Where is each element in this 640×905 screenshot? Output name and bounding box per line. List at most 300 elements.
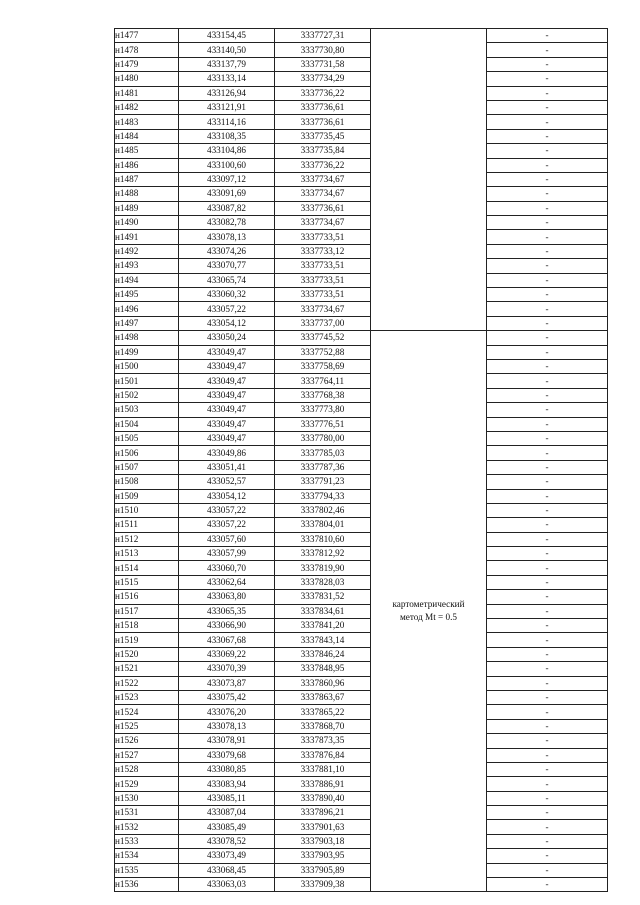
point-name-cell: н1523	[115, 690, 179, 704]
point-name-cell: н1532	[115, 820, 179, 834]
y-coordinate-cell: 3337848,95	[275, 662, 371, 676]
y-coordinate-cell: 3337831,52	[275, 590, 371, 604]
x-coordinate-cell: 433054,12	[179, 316, 275, 330]
dash-cell: -	[487, 777, 608, 791]
x-coordinate-cell: 433057,22	[179, 518, 275, 532]
table-row	[115, 331, 608, 345]
dash-cell: -	[487, 273, 608, 287]
x-coordinate-cell: 433154,45	[179, 29, 275, 43]
dash-cell: -	[487, 86, 608, 100]
y-coordinate-cell: 3337733,51	[275, 273, 371, 287]
point-name-cell: н1487	[115, 172, 179, 186]
dash-cell: -	[487, 57, 608, 71]
table-row	[115, 72, 608, 86]
table-row	[115, 230, 608, 244]
table-row	[115, 302, 608, 316]
dash-cell: -	[487, 446, 608, 460]
x-coordinate-cell: 433057,22	[179, 503, 275, 517]
x-coordinate-cell: 433126,94	[179, 86, 275, 100]
y-coordinate-cell: 3337733,51	[275, 288, 371, 302]
y-coordinate-cell: 3337785,03	[275, 446, 371, 460]
y-coordinate-cell: 3337905,89	[275, 863, 371, 877]
y-coordinate-cell: 3337776,51	[275, 417, 371, 431]
point-name-cell: н1536	[115, 878, 179, 892]
point-name-cell: н1483	[115, 115, 179, 129]
dash-cell: -	[487, 144, 608, 158]
x-coordinate-cell: 433075,42	[179, 690, 275, 704]
dash-cell: -	[487, 604, 608, 618]
dash-cell: -	[487, 345, 608, 359]
y-coordinate-cell: 3337828,03	[275, 575, 371, 589]
x-coordinate-cell: 433063,80	[179, 590, 275, 604]
y-coordinate-cell: 3337734,67	[275, 302, 371, 316]
point-name-cell: н1478	[115, 43, 179, 57]
point-name-cell: н1528	[115, 762, 179, 776]
point-name-cell: н1514	[115, 561, 179, 575]
y-coordinate-cell: 3337909,38	[275, 878, 371, 892]
point-name-cell: н1496	[115, 302, 179, 316]
table-row	[115, 431, 608, 445]
dash-cell: -	[487, 734, 608, 748]
table-row	[115, 820, 608, 834]
table-row	[115, 273, 608, 287]
method-cell	[371, 29, 487, 331]
x-coordinate-cell: 433104,86	[179, 144, 275, 158]
table-row	[115, 705, 608, 719]
dash-cell: -	[487, 244, 608, 258]
point-name-cell: н1513	[115, 547, 179, 561]
table-row	[115, 561, 608, 575]
table-row	[115, 259, 608, 273]
dash-cell: -	[487, 806, 608, 820]
y-coordinate-cell: 3337791,23	[275, 475, 371, 489]
x-coordinate-cell: 433049,47	[179, 417, 275, 431]
y-coordinate-cell: 3337733,12	[275, 244, 371, 258]
x-coordinate-cell: 433060,32	[179, 288, 275, 302]
x-coordinate-cell: 433057,22	[179, 302, 275, 316]
point-name-cell: н1495	[115, 288, 179, 302]
table-row	[115, 345, 608, 359]
y-coordinate-cell: 3337768,38	[275, 388, 371, 402]
dash-cell: -	[487, 676, 608, 690]
table-row	[115, 475, 608, 489]
x-coordinate-cell: 433082,78	[179, 216, 275, 230]
table-row	[115, 777, 608, 791]
point-name-cell: н1497	[115, 316, 179, 330]
table-row	[115, 359, 608, 373]
y-coordinate-cell: 3337873,35	[275, 734, 371, 748]
table-row	[115, 619, 608, 633]
dash-cell: -	[487, 259, 608, 273]
dash-cell: -	[487, 302, 608, 316]
point-name-cell: н1492	[115, 244, 179, 258]
x-coordinate-cell: 433121,91	[179, 100, 275, 114]
x-coordinate-cell: 433068,45	[179, 863, 275, 877]
point-name-cell: н1484	[115, 129, 179, 143]
point-name-cell: н1534	[115, 849, 179, 863]
x-coordinate-cell: 433087,82	[179, 201, 275, 215]
x-coordinate-cell: 433108,35	[179, 129, 275, 143]
dash-cell: -	[487, 863, 608, 877]
point-name-cell: н1482	[115, 100, 179, 114]
dash-cell: -	[487, 834, 608, 848]
x-coordinate-cell: 433063,03	[179, 878, 275, 892]
y-coordinate-cell: 3337890,40	[275, 791, 371, 805]
y-coordinate-cell: 3337860,96	[275, 676, 371, 690]
y-coordinate-cell: 3337794,33	[275, 489, 371, 503]
y-coordinate-cell: 3337901,63	[275, 820, 371, 834]
x-coordinate-cell: 433051,41	[179, 460, 275, 474]
dash-cell: -	[487, 316, 608, 330]
point-name-cell: н1508	[115, 475, 179, 489]
dash-cell: -	[487, 532, 608, 546]
point-name-cell: н1499	[115, 345, 179, 359]
dash-cell: -	[487, 216, 608, 230]
table-row	[115, 834, 608, 848]
point-name-cell: н1489	[115, 201, 179, 215]
x-coordinate-cell: 433070,77	[179, 259, 275, 273]
point-name-cell: н1480	[115, 72, 179, 86]
x-coordinate-cell: 433133,14	[179, 72, 275, 86]
y-coordinate-cell: 3337752,88	[275, 345, 371, 359]
table-row	[115, 187, 608, 201]
table-row	[115, 316, 608, 330]
y-coordinate-cell: 3337804,01	[275, 518, 371, 532]
table-row	[115, 532, 608, 546]
point-name-cell: н1479	[115, 57, 179, 71]
table-row	[115, 86, 608, 100]
point-name-cell: н1531	[115, 806, 179, 820]
x-coordinate-cell: 433054,12	[179, 489, 275, 503]
x-coordinate-cell: 433100,60	[179, 158, 275, 172]
dash-cell: -	[487, 475, 608, 489]
dash-cell: -	[487, 288, 608, 302]
point-name-cell: н1533	[115, 834, 179, 848]
dash-cell: -	[487, 331, 608, 345]
y-coordinate-cell: 3337841,20	[275, 619, 371, 633]
point-name-cell: н1526	[115, 734, 179, 748]
dash-cell: -	[487, 115, 608, 129]
dash-cell: -	[487, 403, 608, 417]
dash-cell: -	[487, 230, 608, 244]
dash-cell: -	[487, 690, 608, 704]
y-coordinate-cell: 3337734,29	[275, 72, 371, 86]
x-coordinate-cell: 433083,94	[179, 777, 275, 791]
dash-cell: -	[487, 633, 608, 647]
y-coordinate-cell: 3337727,31	[275, 29, 371, 43]
table-row	[115, 403, 608, 417]
y-coordinate-cell: 3337734,67	[275, 172, 371, 186]
y-coordinate-cell: 3337734,67	[275, 216, 371, 230]
point-name-cell: н1488	[115, 187, 179, 201]
y-coordinate-cell: 3337758,69	[275, 359, 371, 373]
table-row	[115, 172, 608, 186]
x-coordinate-cell: 433049,47	[179, 359, 275, 373]
x-coordinate-cell: 433080,85	[179, 762, 275, 776]
y-coordinate-cell: 3337787,36	[275, 460, 371, 474]
dash-cell: -	[487, 100, 608, 114]
x-coordinate-cell: 433057,60	[179, 532, 275, 546]
point-name-cell: н1510	[115, 503, 179, 517]
point-name-cell: н1504	[115, 417, 179, 431]
table-row	[115, 604, 608, 618]
point-name-cell: н1481	[115, 86, 179, 100]
y-coordinate-cell: 3337863,67	[275, 690, 371, 704]
point-name-cell: н1515	[115, 575, 179, 589]
x-coordinate-cell: 433114,16	[179, 115, 275, 129]
x-coordinate-cell: 433049,47	[179, 403, 275, 417]
point-name-cell: н1524	[115, 705, 179, 719]
table-row	[115, 849, 608, 863]
table-row	[115, 129, 608, 143]
table-row	[115, 690, 608, 704]
y-coordinate-cell: 3337745,52	[275, 331, 371, 345]
y-coordinate-cell: 3337896,21	[275, 806, 371, 820]
dash-cell: -	[487, 719, 608, 733]
x-coordinate-cell: 433073,87	[179, 676, 275, 690]
x-coordinate-cell: 433052,57	[179, 475, 275, 489]
x-coordinate-cell: 433062,64	[179, 575, 275, 589]
y-coordinate-cell: 3337810,60	[275, 532, 371, 546]
y-coordinate-cell: 3337736,61	[275, 201, 371, 215]
dash-cell: -	[487, 590, 608, 604]
dash-cell: -	[487, 705, 608, 719]
y-coordinate-cell: 3337812,92	[275, 547, 371, 561]
table-row	[115, 115, 608, 129]
point-name-cell: н1509	[115, 489, 179, 503]
y-coordinate-cell: 3337773,80	[275, 403, 371, 417]
table-row	[115, 647, 608, 661]
dash-cell: -	[487, 791, 608, 805]
y-coordinate-cell: 3337876,84	[275, 748, 371, 762]
dash-cell: -	[487, 359, 608, 373]
dash-cell: -	[487, 172, 608, 186]
y-coordinate-cell: 3337819,90	[275, 561, 371, 575]
point-name-cell: н1485	[115, 144, 179, 158]
x-coordinate-cell: 433085,49	[179, 820, 275, 834]
x-coordinate-cell: 433073,49	[179, 849, 275, 863]
table-row	[115, 216, 608, 230]
table-row	[115, 201, 608, 215]
table-row	[115, 518, 608, 532]
dash-cell: -	[487, 561, 608, 575]
table-row	[115, 791, 608, 805]
table-row	[115, 878, 608, 892]
method-name: картометрический	[392, 599, 465, 610]
x-coordinate-cell: 433078,13	[179, 230, 275, 244]
dash-cell: -	[487, 187, 608, 201]
point-name-cell: н1512	[115, 532, 179, 546]
x-coordinate-cell: 433137,79	[179, 57, 275, 71]
y-coordinate-cell: 3337730,80	[275, 43, 371, 57]
table-row	[115, 417, 608, 431]
table-row	[115, 100, 608, 114]
point-name-cell: н1511	[115, 518, 179, 532]
point-name-cell: н1527	[115, 748, 179, 762]
table-row	[115, 719, 608, 733]
dash-cell: -	[487, 158, 608, 172]
point-name-cell: н1506	[115, 446, 179, 460]
table-row	[115, 388, 608, 402]
y-coordinate-cell: 3337780,00	[275, 431, 371, 445]
x-coordinate-cell: 433049,47	[179, 431, 275, 445]
table-row	[115, 762, 608, 776]
x-coordinate-cell: 433049,86	[179, 446, 275, 460]
x-coordinate-cell: 433087,04	[179, 806, 275, 820]
table-row	[115, 43, 608, 57]
point-name-cell: н1500	[115, 359, 179, 373]
dash-cell: -	[487, 388, 608, 402]
table-row	[115, 734, 608, 748]
point-name-cell: н1498	[115, 331, 179, 345]
dash-cell: -	[487, 72, 608, 86]
dash-cell: -	[487, 647, 608, 661]
dash-cell: -	[487, 29, 608, 43]
dash-cell: -	[487, 762, 608, 776]
x-coordinate-cell: 433079,68	[179, 748, 275, 762]
point-name-cell: н1505	[115, 431, 179, 445]
x-coordinate-cell: 433066,90	[179, 619, 275, 633]
point-name-cell: н1502	[115, 388, 179, 402]
point-name-cell: н1530	[115, 791, 179, 805]
dash-cell: -	[487, 431, 608, 445]
x-coordinate-cell: 433069,22	[179, 647, 275, 661]
x-coordinate-cell: 433085,11	[179, 791, 275, 805]
x-coordinate-cell: 433049,47	[179, 388, 275, 402]
point-name-cell: н1522	[115, 676, 179, 690]
table-row	[115, 503, 608, 517]
x-coordinate-cell: 433049,47	[179, 374, 275, 388]
point-name-cell: н1477	[115, 29, 179, 43]
y-coordinate-cell: 3337734,67	[275, 187, 371, 201]
y-coordinate-cell: 3337881,10	[275, 762, 371, 776]
table-row	[115, 460, 608, 474]
point-name-cell: н1501	[115, 374, 179, 388]
x-coordinate-cell: 433050,24	[179, 331, 275, 345]
table-row	[115, 57, 608, 71]
dash-cell: -	[487, 201, 608, 215]
point-name-cell: н1516	[115, 590, 179, 604]
y-coordinate-cell: 3337834,61	[275, 604, 371, 618]
point-name-cell: н1507	[115, 460, 179, 474]
y-coordinate-cell: 3337736,22	[275, 158, 371, 172]
dash-cell: -	[487, 518, 608, 532]
point-name-cell: н1529	[115, 777, 179, 791]
table-row	[115, 158, 608, 172]
y-coordinate-cell: 3337735,45	[275, 129, 371, 143]
dash-cell: -	[487, 503, 608, 517]
x-coordinate-cell: 433097,12	[179, 172, 275, 186]
table-row	[115, 633, 608, 647]
y-coordinate-cell: 3337903,18	[275, 834, 371, 848]
table-row	[115, 748, 608, 762]
y-coordinate-cell: 3337846,24	[275, 647, 371, 661]
y-coordinate-cell: 3337843,14	[275, 633, 371, 647]
y-coordinate-cell: 3337733,51	[275, 230, 371, 244]
point-name-cell: н1494	[115, 273, 179, 287]
point-name-cell: н1518	[115, 619, 179, 633]
table-row	[115, 547, 608, 561]
x-coordinate-cell: 433078,52	[179, 834, 275, 848]
x-coordinate-cell: 433065,35	[179, 604, 275, 618]
table-row	[115, 29, 608, 43]
x-coordinate-cell: 433091,69	[179, 187, 275, 201]
y-coordinate-cell: 3337731,58	[275, 57, 371, 71]
y-coordinate-cell: 3337903,95	[275, 849, 371, 863]
dash-cell: -	[487, 619, 608, 633]
table-row	[115, 446, 608, 460]
dash-cell: -	[487, 575, 608, 589]
y-coordinate-cell: 3337733,51	[275, 259, 371, 273]
x-coordinate-cell: 433065,74	[179, 273, 275, 287]
x-coordinate-cell: 433078,91	[179, 734, 275, 748]
point-name-cell: н1520	[115, 647, 179, 661]
dash-cell: -	[487, 417, 608, 431]
y-coordinate-cell: 3337886,91	[275, 777, 371, 791]
dash-cell: -	[487, 748, 608, 762]
dash-cell: -	[487, 547, 608, 561]
x-coordinate-cell: 433060,70	[179, 561, 275, 575]
point-name-cell: н1490	[115, 216, 179, 230]
table-row	[115, 575, 608, 589]
point-name-cell: н1521	[115, 662, 179, 676]
dash-cell: -	[487, 849, 608, 863]
table-row	[115, 806, 608, 820]
y-coordinate-cell: 3337735,84	[275, 144, 371, 158]
point-name-cell: н1517	[115, 604, 179, 618]
point-name-cell: н1535	[115, 863, 179, 877]
table-row	[115, 244, 608, 258]
table-row	[115, 863, 608, 877]
x-coordinate-cell: 433078,13	[179, 719, 275, 733]
dash-cell: -	[487, 878, 608, 892]
dash-cell: -	[487, 662, 608, 676]
x-coordinate-cell: 433057,99	[179, 547, 275, 561]
table-row	[115, 590, 608, 604]
y-coordinate-cell: 3337736,22	[275, 86, 371, 100]
dash-cell: -	[487, 460, 608, 474]
table-row	[115, 374, 608, 388]
dash-cell: -	[487, 820, 608, 834]
point-name-cell: н1491	[115, 230, 179, 244]
y-coordinate-cell: 3337736,61	[275, 115, 371, 129]
table-row	[115, 489, 608, 503]
table-row	[115, 676, 608, 690]
point-name-cell: н1519	[115, 633, 179, 647]
point-name-cell: н1503	[115, 403, 179, 417]
table-row	[115, 662, 608, 676]
dash-cell: -	[487, 43, 608, 57]
method-cell	[371, 331, 487, 892]
y-coordinate-cell: 3337737,00	[275, 316, 371, 330]
x-coordinate-cell: 433076,20	[179, 705, 275, 719]
x-coordinate-cell: 433070,39	[179, 662, 275, 676]
x-coordinate-cell: 433067,68	[179, 633, 275, 647]
coordinates-table	[114, 28, 608, 892]
x-coordinate-cell: 433049,47	[179, 345, 275, 359]
y-coordinate-cell: 3337865,22	[275, 705, 371, 719]
x-coordinate-cell: 433074,26	[179, 244, 275, 258]
table-row	[115, 144, 608, 158]
y-coordinate-cell: 3337736,61	[275, 100, 371, 114]
dash-cell: -	[487, 129, 608, 143]
method-accuracy: метод Mt = 0.5	[399, 612, 458, 623]
dash-cell: -	[487, 489, 608, 503]
point-name-cell: н1525	[115, 719, 179, 733]
y-coordinate-cell: 3337764,11	[275, 374, 371, 388]
y-coordinate-cell: 3337802,46	[275, 503, 371, 517]
table-row	[115, 288, 608, 302]
